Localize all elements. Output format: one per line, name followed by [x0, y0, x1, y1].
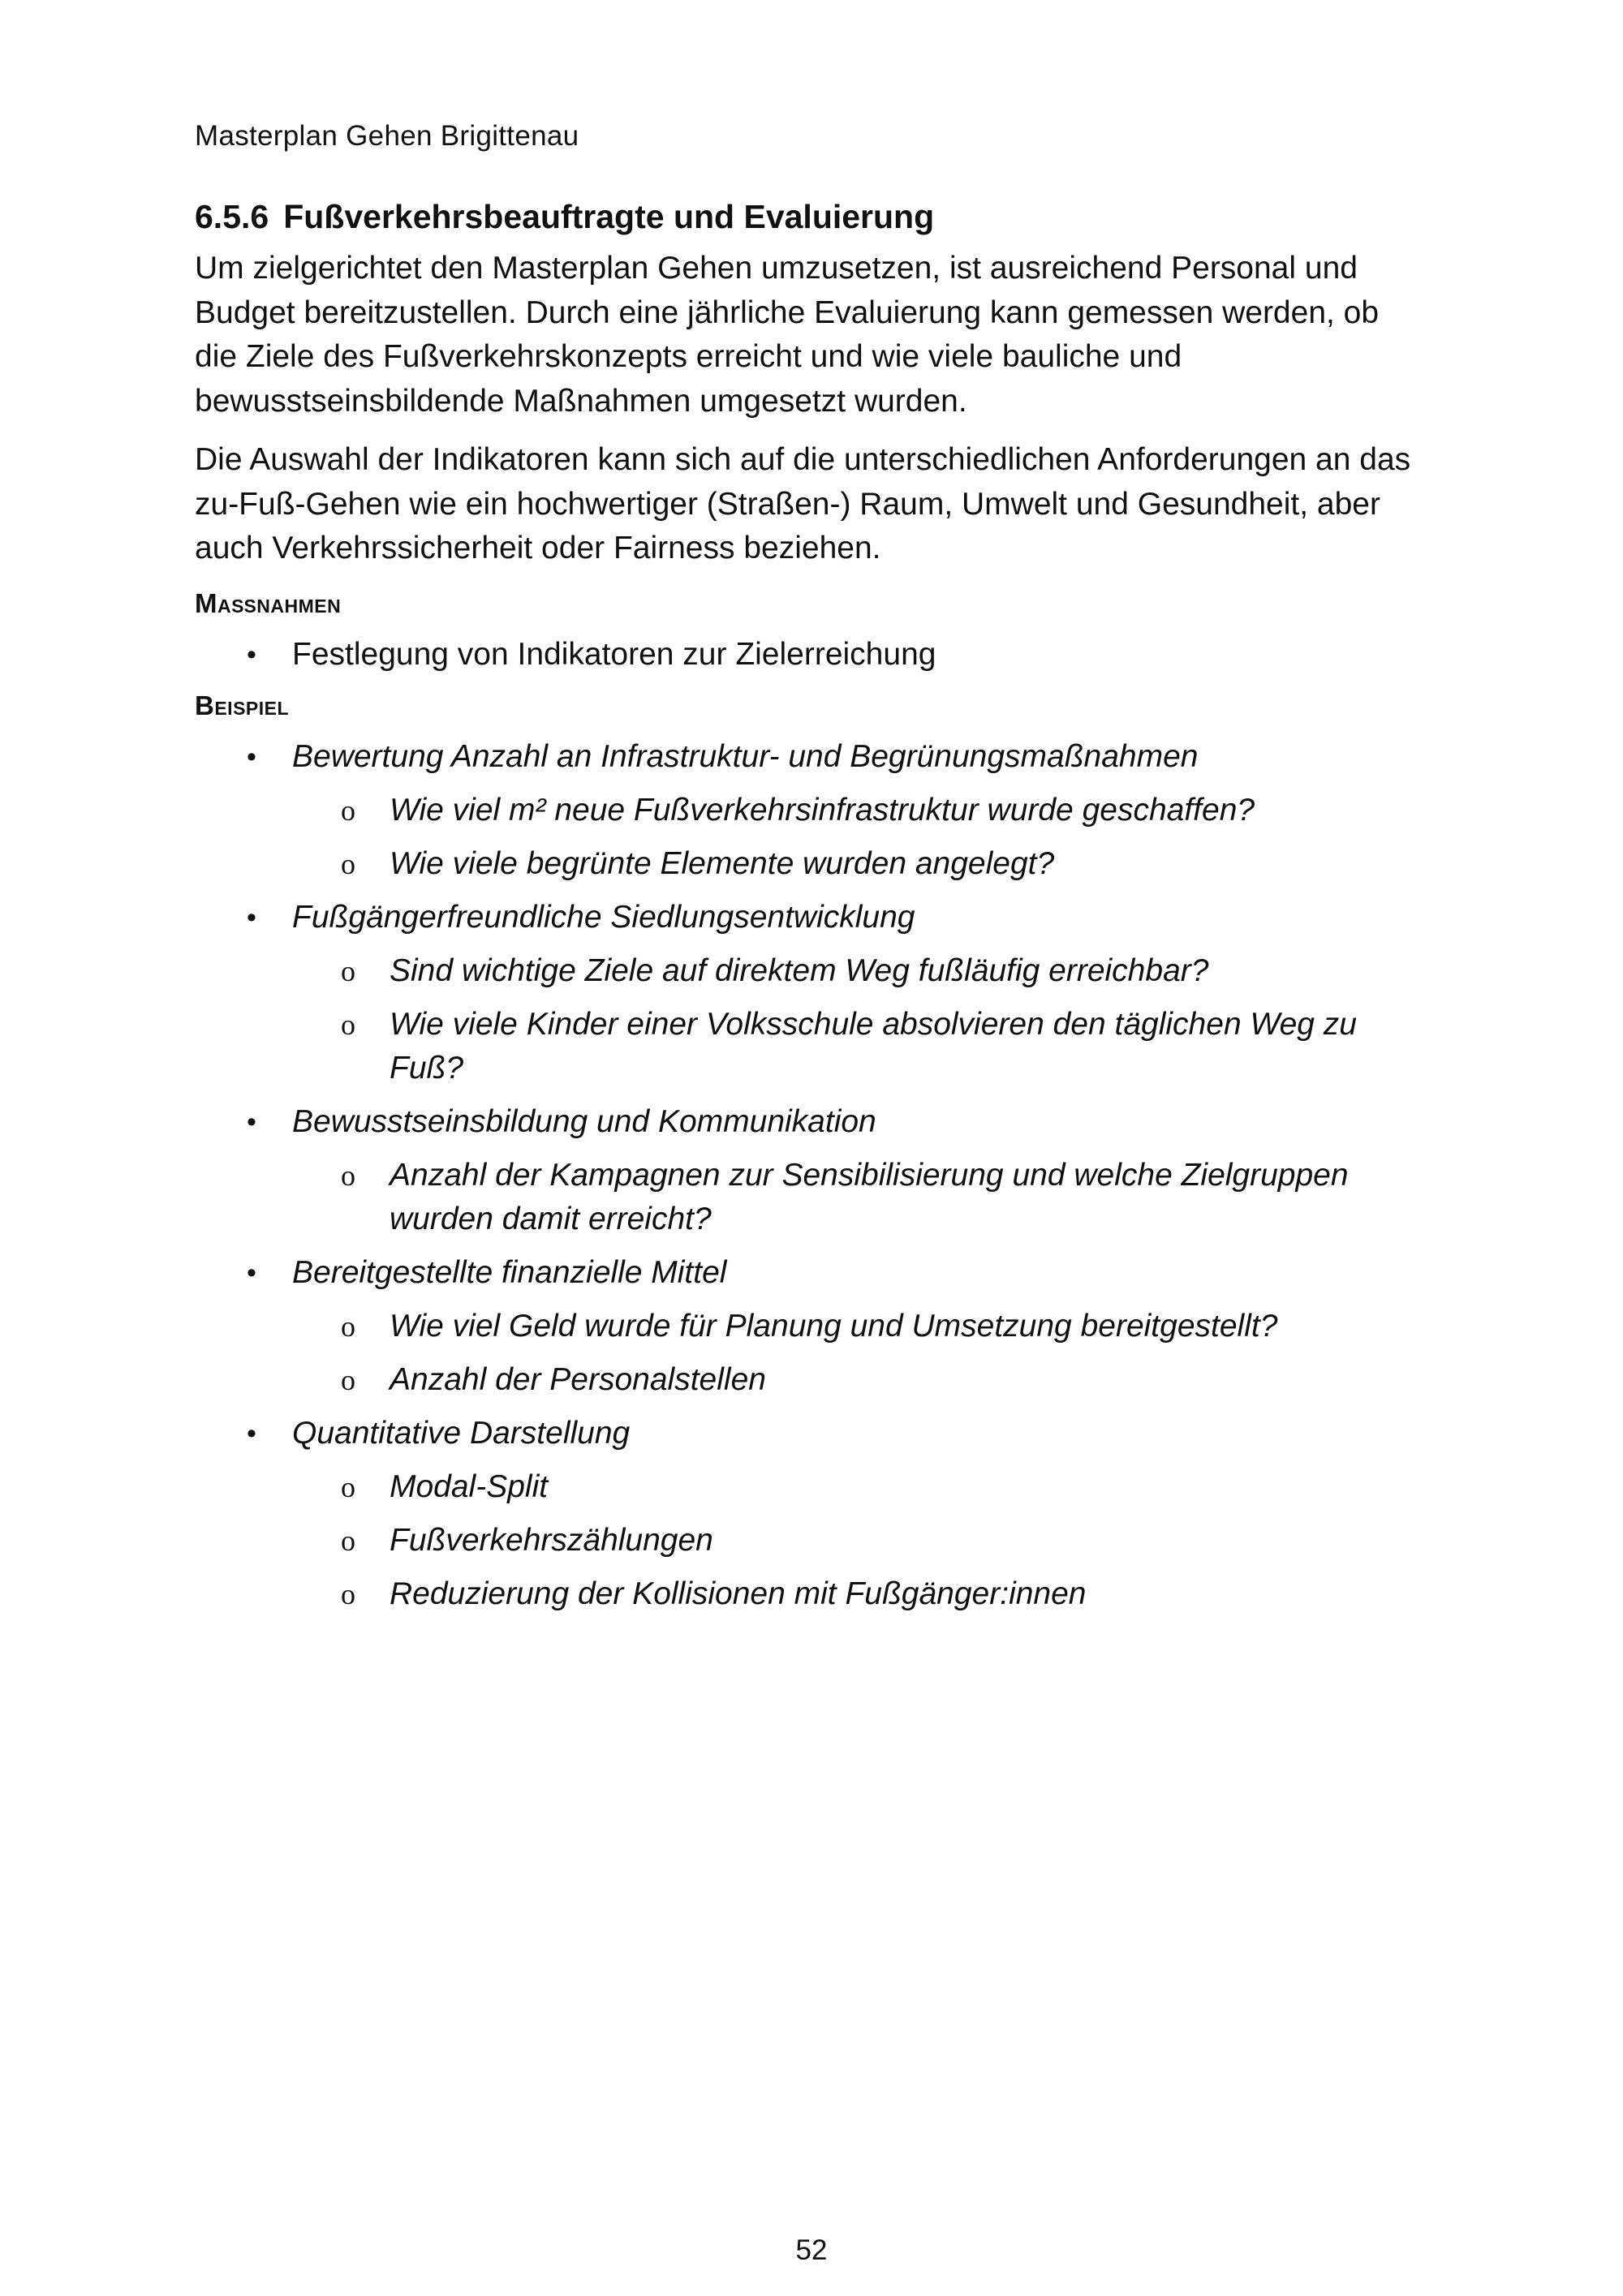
bullet-icon: • [247, 901, 256, 933]
circle-bullet-icon: o [341, 847, 355, 880]
sub-list-item: o Anzahl der Personalstellen [195, 1358, 1428, 1402]
bullet-icon: • [247, 1257, 256, 1288]
circle-bullet-icon: o [341, 1470, 355, 1503]
sub-list-item: o Fußverkehrszählungen [195, 1519, 1428, 1563]
list-item: • Fußgängerfreundliche Siedlungsentwicklung o Sind wichtige Ziele auf direktem Weg fußläufig erreichbar? o Wie viele Kinder einer Volksschule absolvieren den täglichen Weg zu Fuß? [195, 896, 1428, 1090]
massnahmen-heading: Maßnahmen [195, 587, 342, 618]
circle-bullet-icon: o [341, 954, 355, 987]
sub-list [292, 1154, 1428, 1241]
sub-list-item: o Anzahl der Kampagnen zur Sensibilisierung und welche Zielgruppen wurden damit erreicht? [195, 1154, 1428, 1241]
section-number: 6.5.6 [195, 198, 269, 235]
sub-list-item: o Wie viel Geld wurde für Planung und Umsetzung bereitgestellt? [195, 1305, 1428, 1348]
list-item: • Bewusstseinsbildung und Kommunikation o Anzahl der Kampagnen zur Sensibilisierung und welche Zielgruppen wurden damit erreicht? [195, 1100, 1428, 1241]
list-item: • Bewertung Anzahl an Infrastruktur- und Begrünungsmaßnahmen o Wie viel m² neue Fußverkehrsinfrastruktur wurde geschaffen? o Wie viele begrünte Elemente wurden angelegt? [195, 735, 1428, 886]
sub-list [292, 1305, 1428, 1402]
list-item: • Bereitgestellte finanzielle Mittel o Wie viel Geld wurde für Planung und Umsetzung bereitgestellt? o Anzahl der Personalstellen [195, 1251, 1428, 1402]
page-number: 52 [795, 2234, 828, 2266]
massnahmen-list [195, 633, 1428, 677]
sub-list-item: o Wie viel m² neue Fußverkehrsinfrastruktur wurde geschaffen? [195, 789, 1428, 832]
body-paragraph-1: Um zielgerichtet den Masterplan Gehen umzusetzen, ist ausreichend Personal und Budget bereitzustellen. Durch eine jährliche Evaluierung kann gemessen werden, ob die Ziele des Fußverkehrskonzepts erreicht und wie viele bauliche und bewusstseinsbildende Maßnahmen umgesetzt wurden. [195, 251, 1380, 419]
sub-list [292, 949, 1428, 1090]
list-item: • Festlegung von Indikatoren zur Zielerreichung [195, 633, 1428, 677]
circle-bullet-icon: o [341, 1159, 355, 1192]
circle-bullet-icon: o [341, 1577, 355, 1610]
sub-list [292, 789, 1428, 886]
sub-list-item: o Modal-Split [195, 1465, 1428, 1509]
list-item: • Quantitative Darstellung o Modal-Split o Fußverkehrszählungen o Reduzierung der Kollisionen mit Fußgänger:innen [195, 1412, 1428, 1616]
beispiel-list [195, 735, 1428, 1616]
circle-bullet-icon: o [341, 1008, 355, 1041]
bullet-icon: • [247, 1417, 256, 1449]
sub-list [292, 1465, 1428, 1616]
section-title: Fußverkehrsbeauftragte und Evaluierung [283, 198, 935, 235]
circle-bullet-icon: o [341, 793, 355, 827]
page-content [195, 195, 1428, 1627]
sub-list-item: o Wie viele Kinder einer Volksschule absolvieren den täglichen Weg zu Fuß? [195, 1003, 1428, 1090]
bullet-icon: • [247, 638, 256, 670]
circle-bullet-icon: o [341, 1309, 355, 1343]
circle-bullet-icon: o [341, 1363, 355, 1396]
sub-list-item: o Sind wichtige Ziele auf direktem Weg fußläufig erreichbar? [195, 949, 1428, 993]
running-header: Masterplan Gehen Brigittenau [195, 120, 579, 152]
section-heading [195, 195, 1428, 239]
body-paragraph-2: Die Auswahl der Indikatoren kann sich auf die unterschiedlichen Anforderungen an das zu-Fuß-Gehen wie ein hochwertiger (Straßen-) Raum, Umwelt und Gesundheit, aber auch Verkehrssicherheit oder Fairness beziehen. [195, 442, 1411, 565]
sub-list-item: o Wie viele begrünte Elemente wurden angelegt? [195, 842, 1428, 886]
beispiel-heading: Beispiel [195, 690, 290, 720]
sub-list-item: o Reduzierung der Kollisionen mit Fußgänger:innen [195, 1572, 1428, 1616]
circle-bullet-icon: o [341, 1524, 355, 1557]
bullet-icon: • [247, 1106, 256, 1137]
bullet-icon: • [247, 741, 256, 772]
